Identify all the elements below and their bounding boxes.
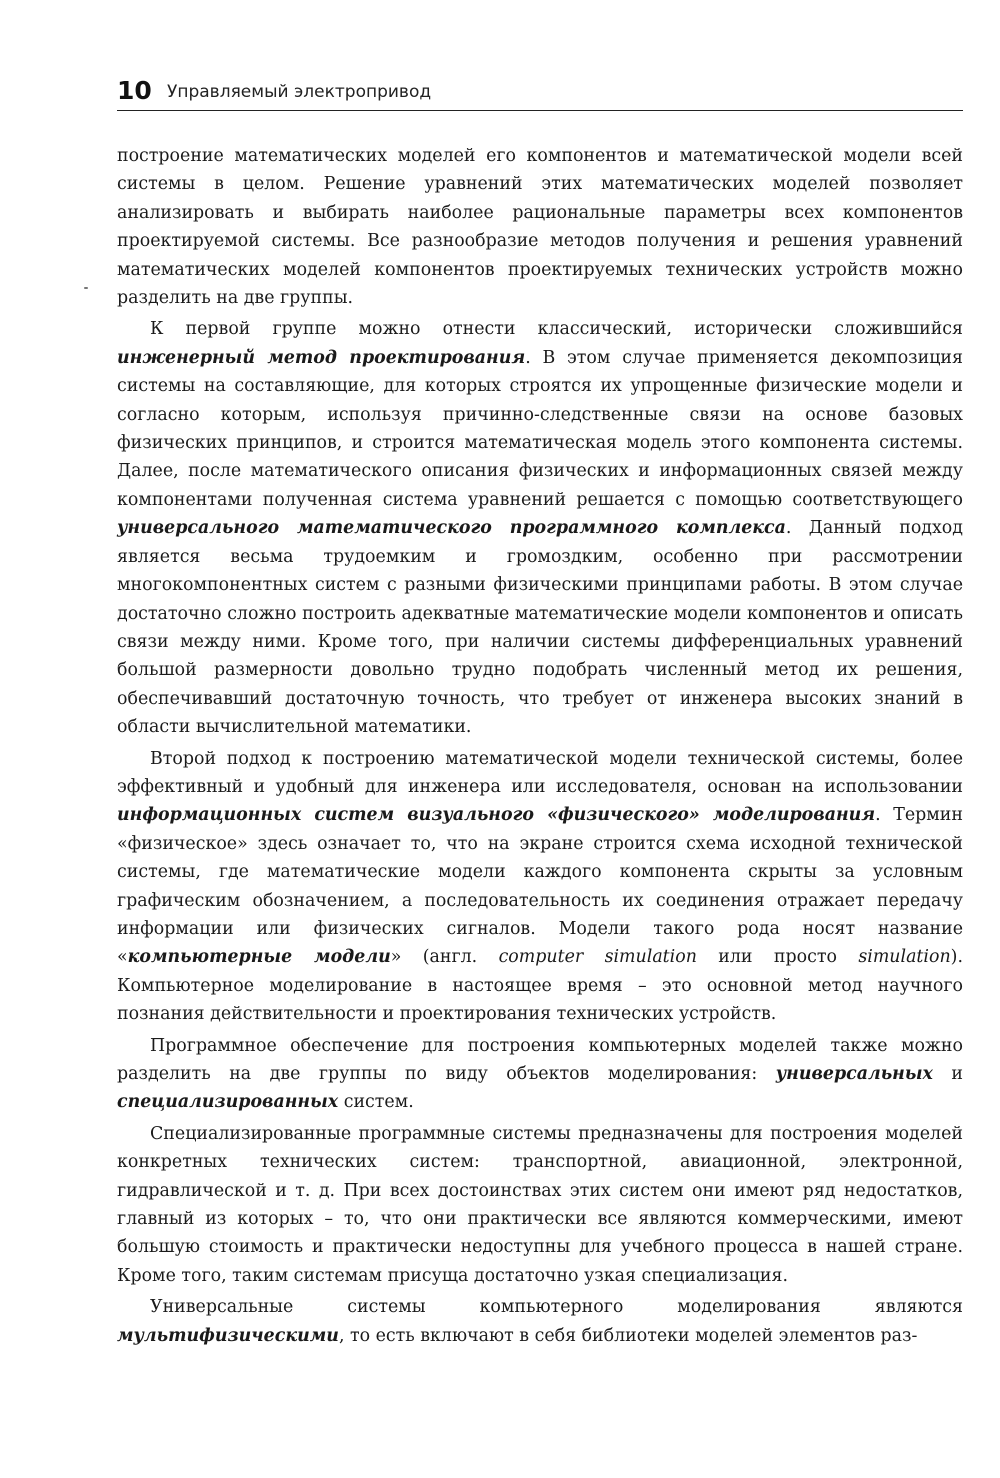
paragraph-1-text: построение математических моделей его компонентов и математической модели всей системы в целом. Решение уравнений этих математических моделей позволяет анализировать и выбирать наиболее рациональные параметры всех компонентов проектируемой системы. Все разнообразие методов получения и решения уравнений математических моделей компонентов проектируемых технических устройств можно разделить на две группы. [117, 146, 963, 309]
running-title: Управляемый электропривод [167, 82, 432, 102]
paragraph-2-text-3: . Данный подход является весьма трудоемким и громоздким, особенно при рассмотрении многокомпонентных систем с разными физическими принципами работы. В этом случае достаточно сложно построить адекватные математические модели компонентов и описать связи между ними. Кроме того, при наличии системы дифференциальных уравнений большой размерности довольно трудно подобрать численный метод их решения, обеспечивавший достаточную точность, что требует от инженера высоких знаний в области вычислительной математики. [117, 518, 963, 738]
paragraph-3-text-5: ). Компьютерное моделирование в настоящее время – это основной метод научного познания действительности и проектирования технических устройств. [117, 947, 963, 1025]
paragraph-4-text-1: Программное обеспечение для построения компьютерных моделей также можно разделить на две группы по виду объектов моделирования: [117, 1035, 963, 1084]
paragraph-5-text: Специализированные программные системы предназначены для построения моделей конкретных технических систем: транспортной, авиационной, электронной, гидравлической и т. д. При всех достоинствах этих систем они имеют ряд недостатков, главный из которых – то, что они практически все являются коммерческими, имеют большую стоимость и практически недоступны для учебного процесса в нашей стране. Кроме того, таким системам присуща достаточно узкая специализация. [117, 1123, 963, 1286]
paragraph-1 [117, 142, 963, 312]
page-number: 10 [117, 76, 152, 105]
paragraph-4-text-3: систем. [338, 1092, 414, 1113]
paragraph-6 [117, 1293, 963, 1350]
running-header [117, 72, 963, 111]
term-specialized: специализированных [117, 1092, 339, 1113]
paragraph-6-text-2: , то есть включают в себя библиотеки моделей элементов раз- [338, 1325, 918, 1346]
paragraph-3-text-4: или просто [696, 947, 859, 968]
paragraph-4-text-2: и [932, 1064, 963, 1084]
paragraph-3 [117, 745, 963, 1029]
paragraph-2 [117, 315, 963, 741]
term-multiphysical: мультифизическими [117, 1325, 339, 1346]
paragraph-2-text-2: . В этом случае применяется декомпозиция системы на составляющие, для которых строятся их упрощенные физические модели и согласно которым, используя причинно-следственные связи на основе базовых физических принципов, и строится математическая модель этого компонента системы. Далее, после математического описания физических и информационных связей между компонентами полученная система уравнений решается с помощью соответствующего [117, 347, 963, 510]
main-text [117, 142, 963, 1350]
term-engineering-method: инженерный метод проектирования [117, 347, 526, 368]
term-simulation: simulation [858, 947, 951, 968]
paragraph-3-text-3: » (англ. [390, 947, 499, 968]
term-universal: универсальных [775, 1064, 933, 1084]
term-computer-simulation: computer simulation [498, 947, 697, 968]
paragraph-3-text-1: Второй подход к построению математической модели технической системы, более эффективный и удобный для инженера или исследователя, основан на использовании [117, 748, 963, 797]
paragraph-6-text-1: Универсальные системы компьютерного моделирования являются [150, 1297, 963, 1318]
paragraph-4 [117, 1032, 963, 1117]
term-computer-models: компьютерные модели [127, 947, 391, 968]
paragraph-3-text-2: . Термин «физическое» здесь означает то, что на экране строится схема исходной технической системы, где математические модели каждого компонента скрыты за условным графическим обозначением, а последовательность их соединения отражает передачу информации или физических сигналов. Модели такого рода носят название « [117, 805, 963, 968]
term-universal-math-complex: универсального математического программного комплекса [117, 518, 786, 539]
term-visual-physical-modeling: информационных систем визуального «физического» моделирования [117, 805, 876, 826]
paragraph-2-text-1: К первой группе можно отнести классический, исторически сложившийся [150, 319, 963, 340]
scan-speck [84, 287, 88, 289]
paragraph-5 [117, 1120, 963, 1290]
